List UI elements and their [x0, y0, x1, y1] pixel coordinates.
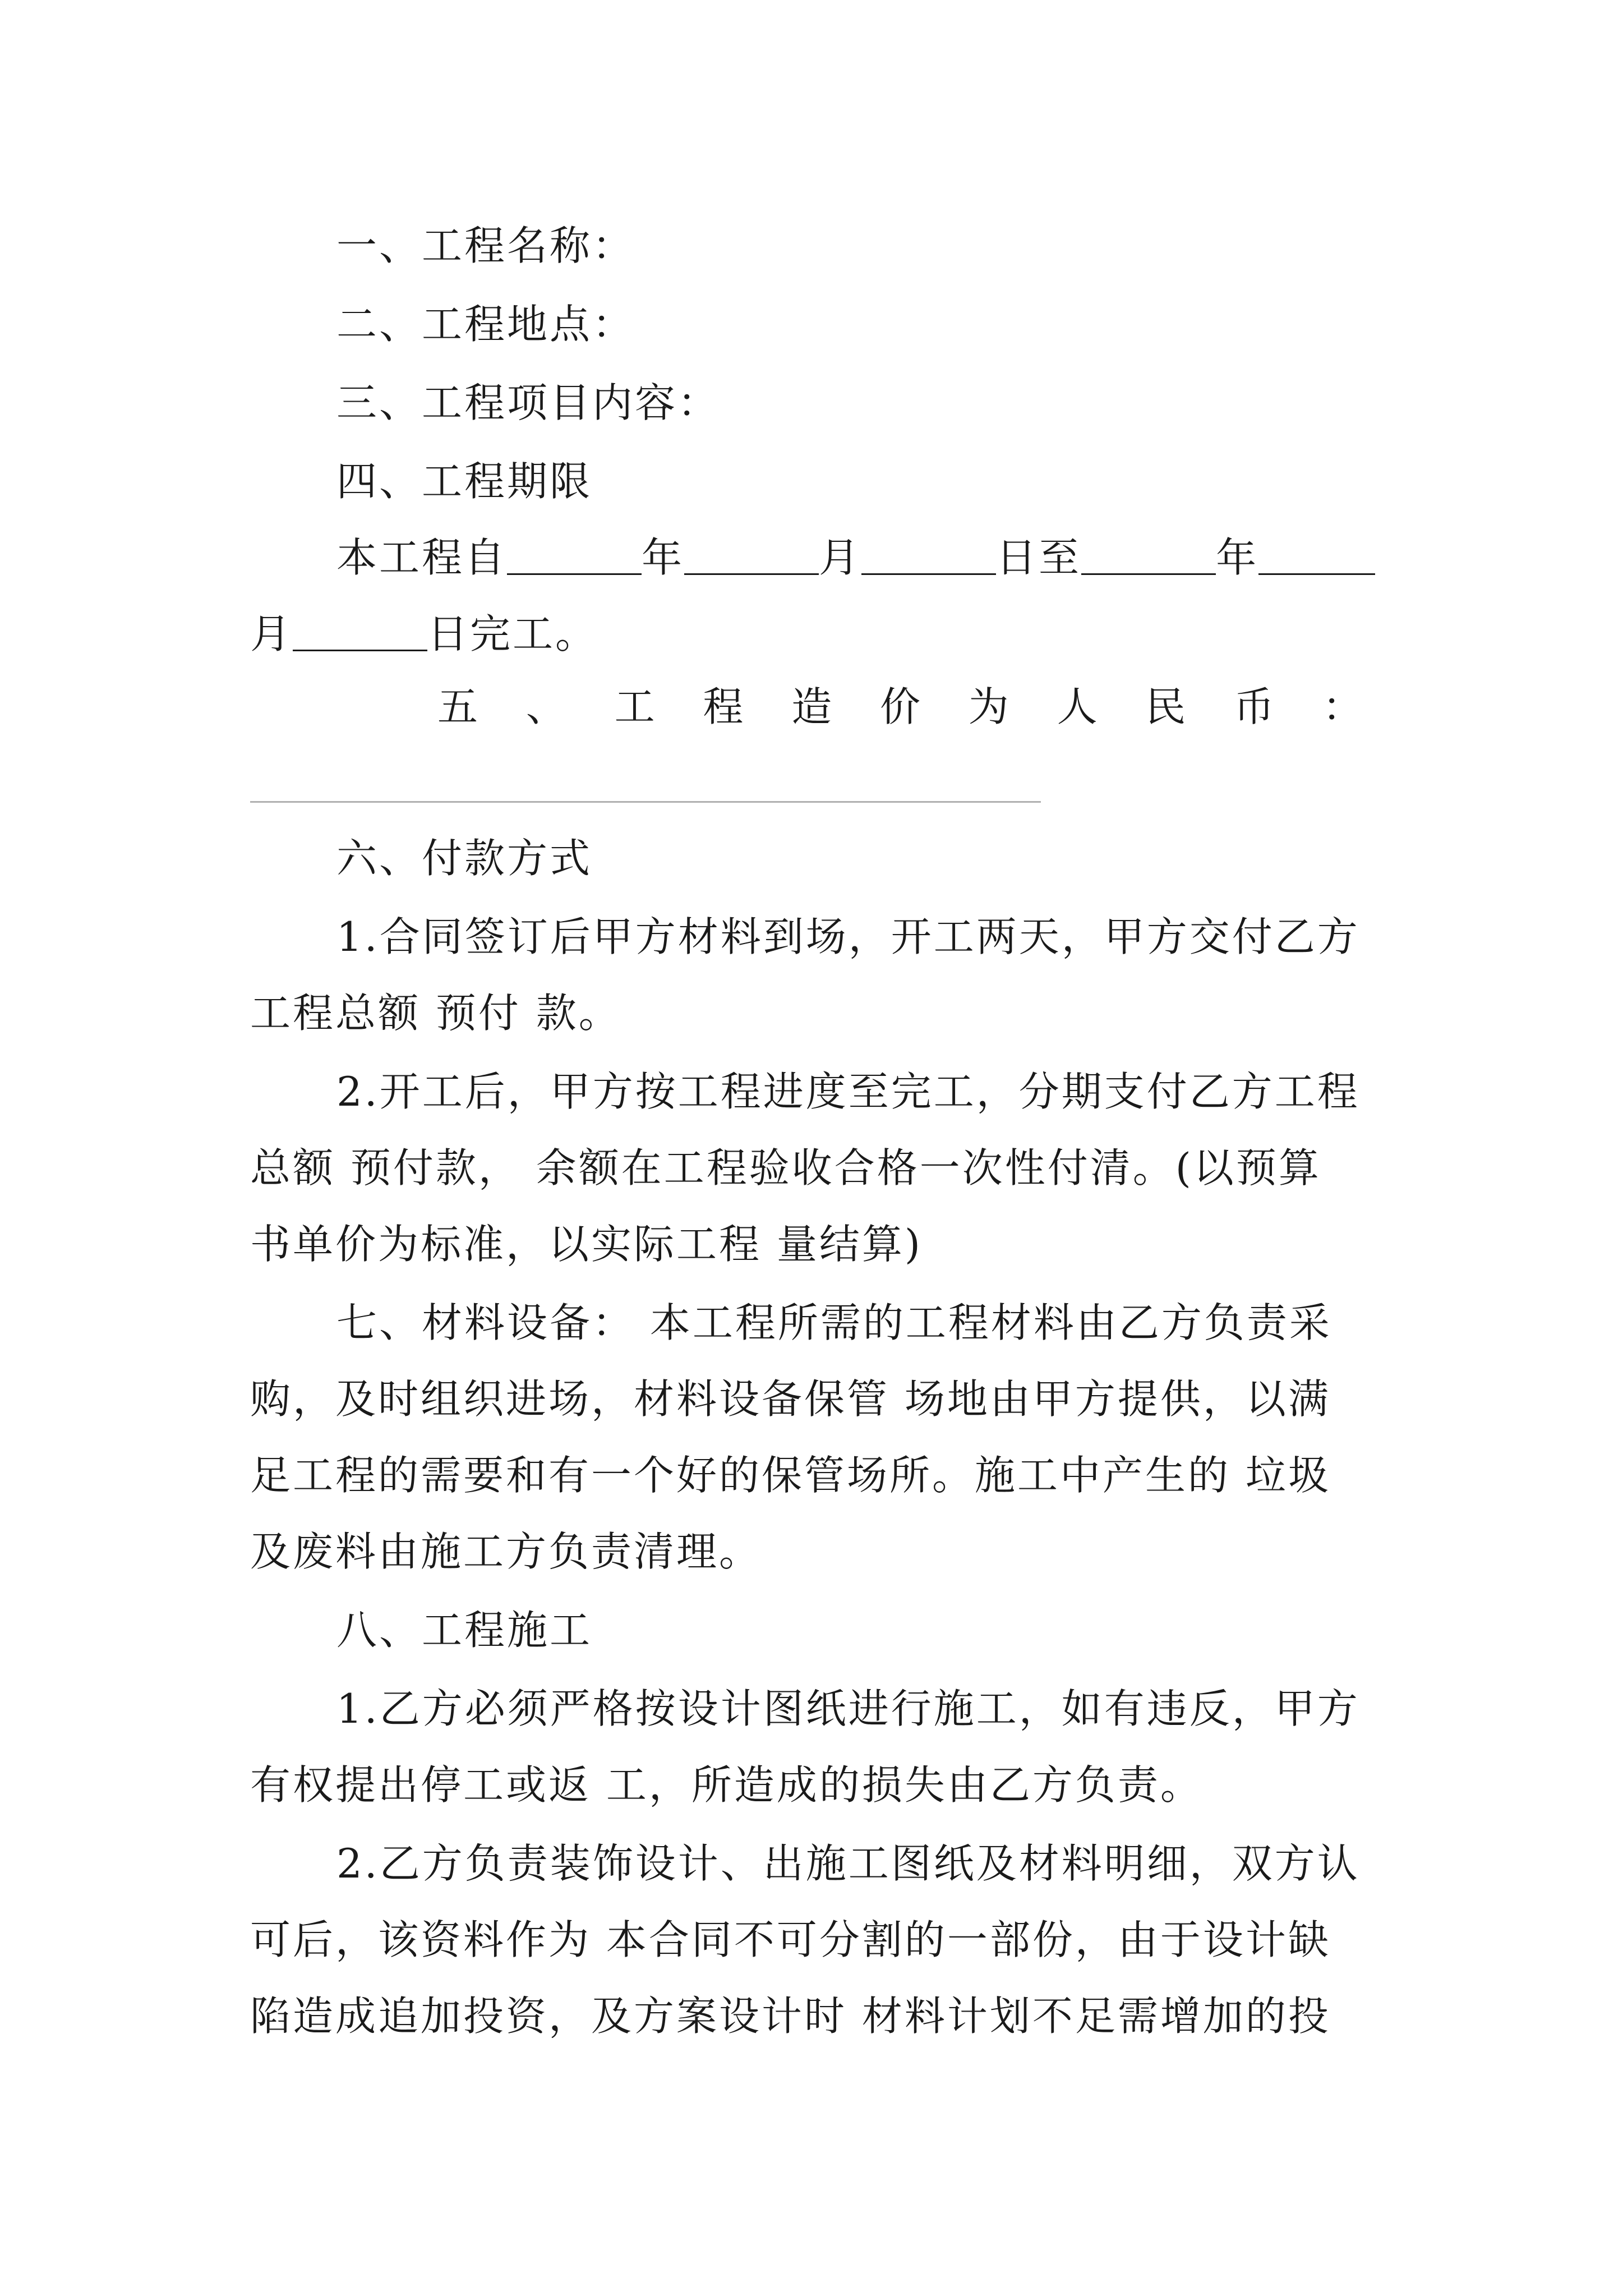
- end-month-blank: [1258, 537, 1375, 575]
- period-text: 月: [250, 610, 293, 657]
- end-day-blank: [293, 614, 427, 651]
- end-year-blank: [1081, 537, 1216, 575]
- spread-char: 民: [1145, 683, 1186, 730]
- spread-char: 为: [968, 683, 1009, 730]
- construction-1-line-2: 有权提出停工或返 工，所造成的损失由乙方负责。: [250, 1761, 1203, 1809]
- spread-char: ：: [1322, 683, 1363, 730]
- section-2-project-location: 二、工程地点：: [336, 301, 635, 348]
- period-sentence-line-2: [250, 606, 1389, 662]
- section-5-project-cost: [437, 679, 1363, 735]
- construction-2-line-2: 可后，该资料作为 本合同不可分割的一部份，由于设计缺: [250, 1916, 1331, 1963]
- cost-fill-in-line: [250, 801, 1041, 803]
- payment-2-line-2: 总额 预付款， 余额在工程验收合格一次性付清。(以预算: [250, 1144, 1321, 1191]
- spread-char: 程: [703, 683, 744, 730]
- payment-1-line-2: 工程总额 预付 款。: [250, 990, 621, 1037]
- spread-char: 、: [525, 683, 566, 730]
- construction-2-line-3: 陷造成追加投资，及方案设计时 材料计划不足需增加的投: [250, 1993, 1331, 2040]
- start-day-blank: [861, 537, 996, 575]
- spread-char: 造: [791, 683, 832, 730]
- period-text: 日完工。: [427, 610, 598, 657]
- period-text: 年: [642, 534, 685, 581]
- period-text: 年: [1216, 534, 1259, 581]
- section-4-project-period: 四、工程期限: [336, 458, 593, 505]
- section-7-line-2: 购，及时组织进场，材料设备保管 场地由甲方提供，以满: [250, 1375, 1331, 1423]
- period-text: 月: [819, 534, 862, 581]
- spread-char: 币: [1234, 683, 1275, 730]
- section-7-line-3: 足工程的需要和有一个好的保管场所。施工中产生的 垃圾: [250, 1452, 1331, 1499]
- payment-2-line-1: 2.开工后，甲方按工程进度至完工，分期支付乙方工程: [336, 1068, 1360, 1115]
- spread-char: 人: [1057, 683, 1098, 730]
- section-6-payment-method: 六、付款方式: [336, 835, 593, 882]
- section-3-project-content: 三、工程项目内容：: [336, 379, 721, 426]
- construction-2-line-1: 2.乙方负责装饰设计、出施工图纸及材料明细，双方认: [336, 1840, 1360, 1887]
- payment-1-line-1: 1.合同签订后甲方材料到场，开工两天，甲方交付乙方: [336, 913, 1360, 960]
- start-year-blank: [507, 537, 642, 575]
- period-text: 日至: [996, 534, 1082, 581]
- construction-1-line-1: 1.乙方必须严格按设计图纸进行施工，如有违反，甲方: [336, 1685, 1360, 1732]
- section-7-line-4: 及废料由施工方负责清理。: [250, 1528, 762, 1575]
- section-1-project-name: 一、工程名称：: [336, 222, 635, 269]
- period-sentence-line-1: [336, 530, 1389, 586]
- payment-2-line-3: 书单价为标准，以实际工程 量结算): [250, 1221, 923, 1268]
- spread-char: 价: [879, 683, 920, 730]
- section-7-line-1: 七、材料设备： 本工程所需的工程材料由乙方负责采: [336, 1299, 1332, 1346]
- spread-char: 五: [437, 683, 478, 730]
- spread-char: 工: [614, 683, 655, 730]
- period-text: 本工程自: [336, 534, 508, 581]
- section-8-construction: 八、工程施工: [336, 1607, 593, 1654]
- start-month-blank: [684, 537, 819, 575]
